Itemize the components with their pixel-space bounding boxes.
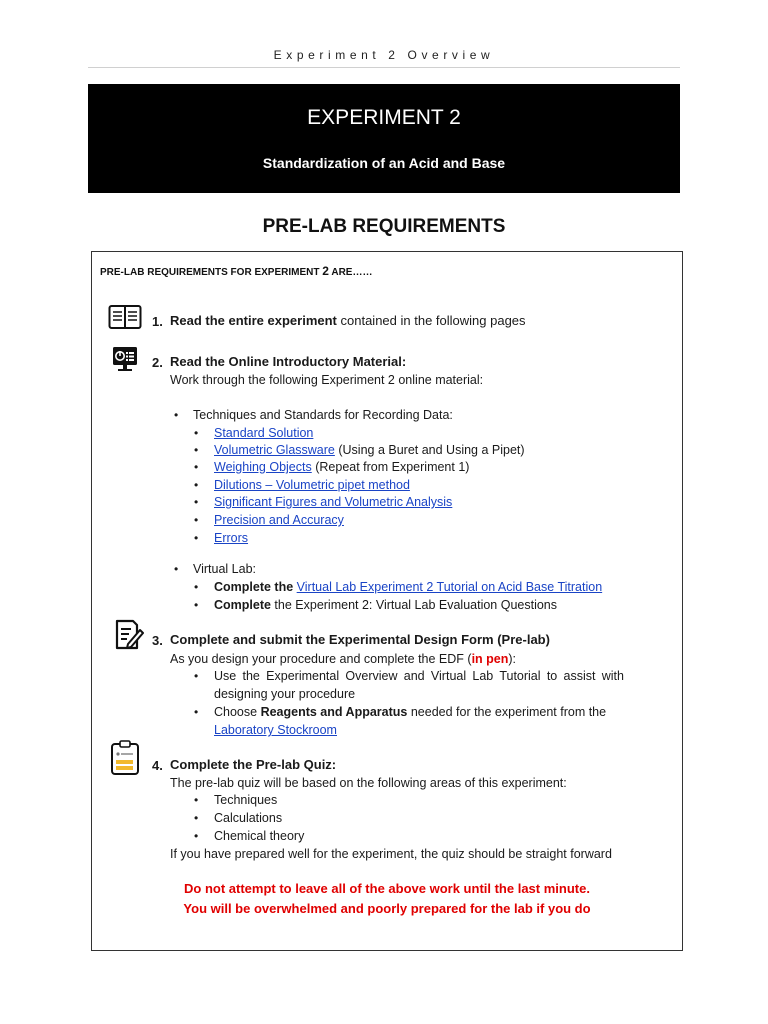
- item-3-description: [170, 651, 516, 669]
- bullet-icon: •: [194, 495, 199, 509]
- virtual-lab-group-label: Virtual Lab:: [193, 562, 257, 576]
- volumetric-glassware-link[interactable]: Volumetric Glassware: [214, 443, 335, 457]
- title-banner: [88, 84, 680, 193]
- intro-suffix: ARE……: [328, 267, 373, 278]
- monitor-icon: [112, 346, 138, 372]
- list-item: [214, 704, 606, 722]
- item-3-title: Complete and submit the Experimental Design Form (Pre-lab): [170, 632, 550, 647]
- list-item: [214, 530, 248, 548]
- edf-description: As you design your procedure and complete the EDF (: [170, 652, 472, 666]
- list-item: [214, 442, 525, 460]
- item-1-title-rest: contained in the following pages: [336, 313, 526, 328]
- bullet-icon: •: [194, 478, 199, 492]
- requirements-intro: [100, 264, 372, 278]
- significant-figures-link[interactable]: Significant Figures and Volumetric Analysis: [214, 495, 453, 509]
- bullet-icon: •: [174, 408, 179, 422]
- evaluation-questions-text: the Experiment 2: Virtual Lab Evaluation Questions: [270, 598, 558, 612]
- list-item: [214, 597, 557, 615]
- item-2-number: 2.: [152, 355, 163, 370]
- link-note: (Using a Buret and Using a Pipet): [334, 443, 525, 457]
- book-icon: [108, 304, 142, 330]
- quiz-clipboard-icon: [110, 740, 140, 776]
- item-2-description: Work through the following Experiment 2 online material:: [170, 373, 484, 387]
- bullet-icon: •: [194, 829, 199, 843]
- dilutions-link[interactable]: Dilutions – Volumetric pipet method: [214, 478, 410, 492]
- item-4-title: Complete the Pre-lab Quiz:: [170, 757, 337, 772]
- bullet-icon: •: [194, 793, 199, 807]
- needed-text: needed for the experiment from the: [407, 705, 607, 719]
- complete-label: Complete: [214, 598, 271, 612]
- item-2-title: Read the Online Introductory Material:: [170, 354, 407, 369]
- list-item-continuation: [214, 722, 337, 740]
- list-item: [214, 579, 602, 597]
- header-divider: [88, 67, 680, 68]
- link-note: (Repeat from Experiment 1): [311, 460, 470, 474]
- list-item: [214, 477, 410, 495]
- choose-text: Choose: [214, 705, 261, 719]
- section-heading: PRE-LAB REQUIREMENTS: [262, 216, 506, 237]
- item-1-title-bold: Read the entire experiment: [170, 313, 337, 328]
- virtual-lab-tutorial-link[interactable]: Virtual Lab Experiment 2 Tutorial on Acid Base Titration: [296, 580, 603, 594]
- bullet-icon: •: [194, 811, 199, 825]
- form-edit-icon: [114, 619, 144, 651]
- bullet-icon: •: [194, 513, 199, 527]
- precision-accuracy-link[interactable]: Precision and Accuracy: [214, 513, 344, 527]
- errors-link[interactable]: Errors: [214, 531, 249, 545]
- list-item: [214, 512, 344, 530]
- intro-prefix: PRE-LAB REQUIREMENTS FOR EXPERIMENT: [100, 267, 323, 278]
- warning-line-1: Do not attempt to leave all of the above work until the last minute.: [184, 881, 590, 896]
- bullet-icon: •: [194, 705, 199, 719]
- item-4-number: 4.: [152, 758, 163, 773]
- list-item: [214, 425, 313, 443]
- prelab-requirements-box: [91, 251, 683, 951]
- edf-description-end: ):: [508, 652, 517, 666]
- list-item: [214, 459, 469, 477]
- bullet-icon: •: [194, 426, 199, 440]
- bullet-icon: •: [194, 669, 199, 683]
- weighing-objects-link[interactable]: Weighing Objects: [214, 460, 312, 474]
- bullet-icon: •: [194, 531, 199, 545]
- list-item: Calculations: [214, 811, 283, 825]
- complete-label: Complete the: [214, 580, 297, 594]
- laboratory-stockroom-link[interactable]: Laboratory Stockroom: [214, 723, 337, 737]
- in-pen-highlight: in pen: [471, 652, 509, 666]
- experiment-subtitle: Standardization of an Acid and Base: [262, 155, 506, 171]
- list-item: Techniques: [214, 793, 278, 807]
- bullet-icon: •: [174, 562, 179, 576]
- intro-number: 2: [322, 264, 329, 278]
- bullet-icon: •: [194, 598, 199, 612]
- list-item: [214, 494, 452, 512]
- running-header: Experiment 2 Overview: [273, 48, 495, 62]
- bullet-icon: •: [194, 580, 199, 594]
- item-4-description: The pre-lab quiz will be based on the following areas of this experiment:: [170, 776, 567, 790]
- list-item-continuation: designing your procedure: [214, 687, 356, 701]
- bullet-icon: •: [194, 443, 199, 457]
- item-3-number: 3.: [152, 633, 163, 648]
- bullet-icon: •: [194, 460, 199, 474]
- item-1-title: [170, 313, 526, 328]
- item-1-number: 1.: [152, 314, 163, 329]
- reagents-apparatus-text: Reagents and Apparatus: [260, 705, 408, 719]
- item-4-closing: If you have prepared well for the experiment, the quiz should be straight forward: [170, 847, 612, 861]
- standard-solution-link[interactable]: Standard Solution: [214, 426, 314, 440]
- list-item: Chemical theory: [214, 829, 305, 843]
- warning-line-2: You will be overwhelmed and poorly prepared for the lab if you do: [183, 901, 591, 916]
- techniques-group-label: Techniques and Standards for Recording Data:: [193, 408, 453, 422]
- list-item: Use the Experimental Overview and Virtual Lab Tutorial to assist with: [214, 669, 624, 683]
- experiment-title: EXPERIMENT 2: [307, 106, 461, 129]
